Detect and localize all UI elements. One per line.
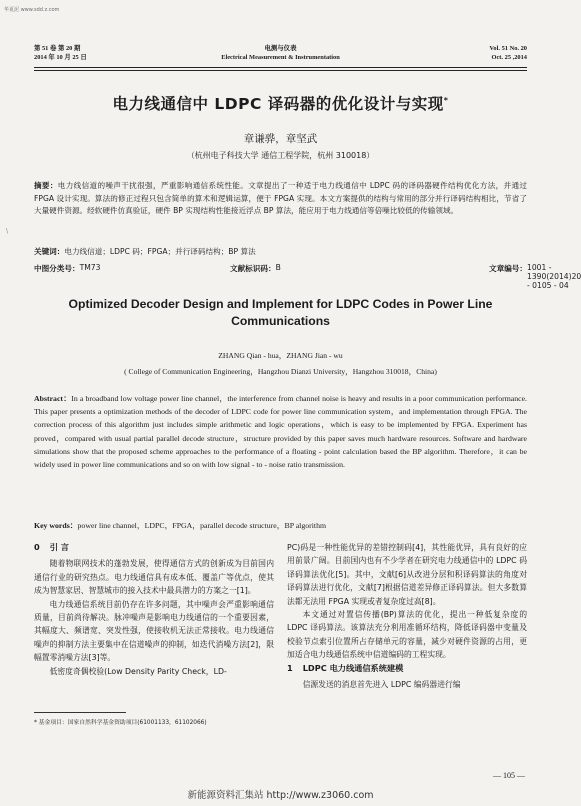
bottom-watermark: 新能源资料汇集站 http://www.z3060.com (187, 790, 374, 801)
clc-value: TM73 (79, 263, 101, 272)
english-affiliation: ( College of Communication Engineering，Hangzhou Dianzi University，Hangzhou 310018，China) (124, 367, 437, 376)
header-right (489, 44, 527, 62)
paragraph: 电力线通信系统目前仍存在许多问题，其中噪声会严重影响通信质量，目前尚待解决。脉冲噪声是影响电力线通信的一个重要因素，其幅度大、频谱宽、突发性强，使接收机无法正常接收。电力线通信噪声的抑制方法主要集中在信道噪声的抑制，如迭代消噪方法[2]，限幅置零消噪方法[3]等。 (34, 599, 274, 663)
section-title: 引 言 (49, 542, 69, 552)
body-column-right (287, 541, 527, 691)
document-code-value: B (275, 263, 281, 272)
top-watermark: 华夏泥 www.sdd.z.com (4, 7, 60, 13)
english-title (34, 296, 527, 330)
paragraph: 随着物联网技术的蓬勃发展，使得通信方式的创新成为目前国内通信行业的研究热点。电力线通信具有成本低、覆盖广等优点，使其成为智慧家居、智慧城市的接入技术中最具潜力的方案之一[1]。 (34, 559, 274, 596)
chinese-abstract-text: 电力线信道的噪声干扰很强，严重影响通信系统性能。文章提出了一种适于电力线通信中 LDPC 码的译码器硬件结构优化方法，并通过 FPGA 设计实现。算法的修正过程只包含简单的算术和逻辑运算，便于 FPGA 实现。本文方案提供的结构与常用的部分并行译码结构相比，节省了大量硬件资源。经软硬件仿真验证，硬件 BP 实现结构性能接近浮点 BP 算法，能应用于电力线通信等倍噪比较低的传输领域。 (34, 181, 528, 215)
paragraph: PC)码是一种性能优异的差错控制码[4]，其性能优异，具有良好的应用前景广阔。目前国内也有不少学者在研究电力线通信中的 LDPC 码译码算法优化[5]。其中，文献[6]从改进分层和积译码算法的角度对译码算法进行优化，文献[7]根据信道差异修正译码算法。但大多数算法都无法用 FPGA 实现或者复杂度过高[8]。 (287, 543, 527, 606)
header-rule-thin (34, 70, 527, 71)
chinese-keywords (34, 246, 527, 259)
header-volume: 第 51 卷 第 20 期 (34, 45, 81, 52)
paragraph: 本文通过对置信传播(BP)算法的优化，提出一种低复杂度的 LDPC 译码算法。该算法充分利用准循环结构，降低译码器中变量及校验节点索引位置所占存储单元的容量，减少对硬件资源的占用，更加适合电力线通信系统中信道编码的工程实现。 (287, 610, 527, 660)
chinese-abstract (34, 180, 527, 218)
clc-label: 中图分类号： (34, 264, 80, 273)
english-keywords (34, 520, 527, 531)
chinese-keywords-text: 电力线信道；LDPC 码；FPGA；并行译码结构；BP 算法 (64, 247, 256, 256)
chinese-title-text: 电力线通信中 LDPC 译码器的优化设计与实现 (112, 95, 444, 113)
english-title-line2: Communications (231, 314, 330, 328)
english-authors: ZHANG Qian - hua，ZHANG Jian - wu (218, 351, 343, 360)
journal-name-en: Electrical Measurement & Instrumentation (221, 54, 340, 61)
article-number-value: 1001 - 1390(2014)20 - 0105 - 04 (527, 263, 581, 290)
english-abstract-text: In a broadband low voltage power line channel，the interference from channel noise is heavy and results in a poor communication performance. This paper presents a optimization methods of the decoder of LDPC code for power line communication system，and implementation through FPGA. The correction process of this algorithm just includes simple arithmetic and logic operations，which is easy to be implemented by FPGA. Experiment has proved，compared with usual partial parallel decode structure，structure provided by this paper saves much hardware resources. Software and hardware simulations show that the proposed scheme approaches to the performance of a floating - point calculation based the BP algorithm. Therefore，it can be widely used in power line communications and so on with low signal - to - noise ratio transmission. (34, 394, 528, 470)
article-number (489, 263, 581, 290)
section-heading-modeling (287, 662, 527, 675)
section-number: 1 (287, 662, 293, 673)
chinese-affiliation: （杭州电子科技大学 通信工程学院，杭州 310018） (186, 151, 375, 160)
article-meta (34, 263, 581, 290)
header-volume-en: Vol. 51 No. 20 (489, 45, 527, 52)
body-column-left (34, 541, 274, 678)
header-date: 2014 年 10 月 25 日 (34, 54, 87, 61)
section-title: LDPC 电力线通信系统建模 (302, 662, 404, 673)
page-number: — 105 — (493, 771, 525, 780)
clc-number (34, 263, 101, 274)
english-abstract (34, 392, 527, 471)
footnote-rule (34, 712, 126, 713)
english-abstract-label: Abstract： (34, 394, 72, 403)
chinese-keywords-label: 关键词： (34, 247, 65, 256)
title-footnote-mark: * (443, 95, 449, 105)
header-center (34, 44, 527, 62)
margin-mark: \ (6, 228, 9, 235)
document-code-label: 文献标识码： (230, 264, 276, 273)
chinese-title (34, 92, 527, 114)
funding-footnote: * 基金项目：国家自然科学基金资助项目(61001133，61102066) (34, 720, 207, 726)
paragraph: 低密度奇偶校验(Low Density Parity Check，LD- (49, 666, 227, 676)
article-number-label: 文章编号： (489, 264, 527, 273)
header-date-en: Oct. 25 ,2014 (491, 54, 527, 61)
section-number: 0 (34, 542, 40, 552)
chinese-authors: 章谦骅，章坚武 (243, 133, 318, 145)
paragraph: 信源发送的消息首先进入 LDPC 编码器进行编 (302, 680, 461, 690)
chinese-abstract-label: 摘要： (34, 181, 58, 190)
running-header (34, 44, 527, 68)
document-code (230, 263, 281, 274)
english-title-line1: Optimized Decoder Design and Implement for LDPC Codes in Power Line (68, 297, 493, 311)
section-heading-introduction (34, 541, 274, 554)
english-keywords-label: Key words： (34, 521, 78, 530)
english-keywords-text: power line channel，LDPC，FPGA，parallel decode structure，BP algorithm (77, 521, 327, 530)
journal-name-zh: 电测与仪表 (264, 45, 297, 52)
header-rule (34, 67, 527, 68)
